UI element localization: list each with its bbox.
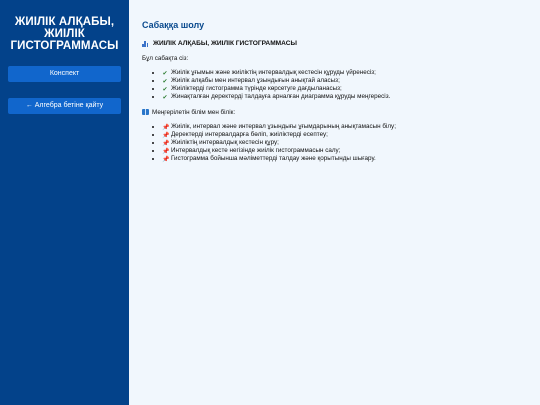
list-item (162, 123, 526, 131)
pushpin-icon: 📌 (162, 125, 170, 131)
check-icon: ✔ (162, 79, 168, 85)
intro-text: Бұл сабақта сіз: (142, 55, 189, 62)
topic-title: ЖИІЛІК АЛҚАБЫ, ЖИІЛІК ГИСТОГРАММАСЫ (153, 40, 297, 47)
skill-text: Деректерді интервалдарға бөліп, жиіліктерді есептеу; (171, 131, 328, 138)
check-icon: ✔ (162, 87, 168, 93)
page-title: Сабаққа шолу (142, 20, 205, 30)
skill-text: Интервалдық кесте негізінде жиілік гистограммасын салу; (171, 147, 341, 154)
goals-list (142, 69, 526, 101)
main-content (129, 0, 540, 405)
goal-text: Жинақталған деректерді талдауға арналған диаграмма құруды меңгересіз. (171, 93, 391, 100)
pushpin-icon: 📌 (162, 141, 170, 147)
book-icon (142, 109, 149, 115)
skills-list (142, 123, 526, 163)
list-item (162, 85, 526, 93)
pushpin-icon: 📌 (162, 157, 170, 163)
sidebar-title: ЖИІЛІК АЛҚАБЫ, ЖИІЛІК ГИСТОГРАММАСЫ (10, 16, 119, 52)
goal-text: Жиілік алқабы мен интервал ұзындығын анықтай аласыз; (171, 77, 340, 84)
skill-text: Гистограмма бойынша мәліметтерді талдау және қорытынды шығару. (171, 155, 376, 162)
skill-text: Жиіліктің интервалдық кестесін құру; (171, 139, 279, 146)
list-item (162, 147, 526, 155)
list-item (162, 93, 526, 101)
list-item (162, 139, 526, 147)
summary-button[interactable]: Конспект (8, 66, 121, 82)
skills-heading-text: Меңгерілетін білім мен білік: (152, 109, 236, 116)
goal-text: Жиілік ұғымын және жиіліктің интервалдық кестесін құруды үйренесіз; (171, 69, 376, 76)
list-item (162, 69, 526, 77)
pushpin-icon: 📌 (162, 133, 170, 139)
skill-text: Жиілік, интервал және интервал ұзындығы ұғымдарының анықтамасын білу; (171, 123, 396, 130)
list-item (162, 77, 526, 85)
list-item (162, 155, 526, 163)
back-to-algebra-button[interactable]: ← Алгебра бетіне қайту (8, 98, 121, 114)
bar-chart-icon (142, 40, 150, 47)
check-icon: ✔ (162, 71, 168, 77)
topic-heading (142, 40, 526, 47)
pushpin-icon: 📌 (162, 149, 170, 155)
sidebar (0, 0, 129, 405)
check-icon: ✔ (162, 95, 168, 101)
skills-heading (142, 109, 526, 116)
goal-text: Жиіліктерді гистограмма түрінде көрсетуге дағдыланасыз; (171, 85, 342, 92)
list-item (162, 131, 526, 139)
